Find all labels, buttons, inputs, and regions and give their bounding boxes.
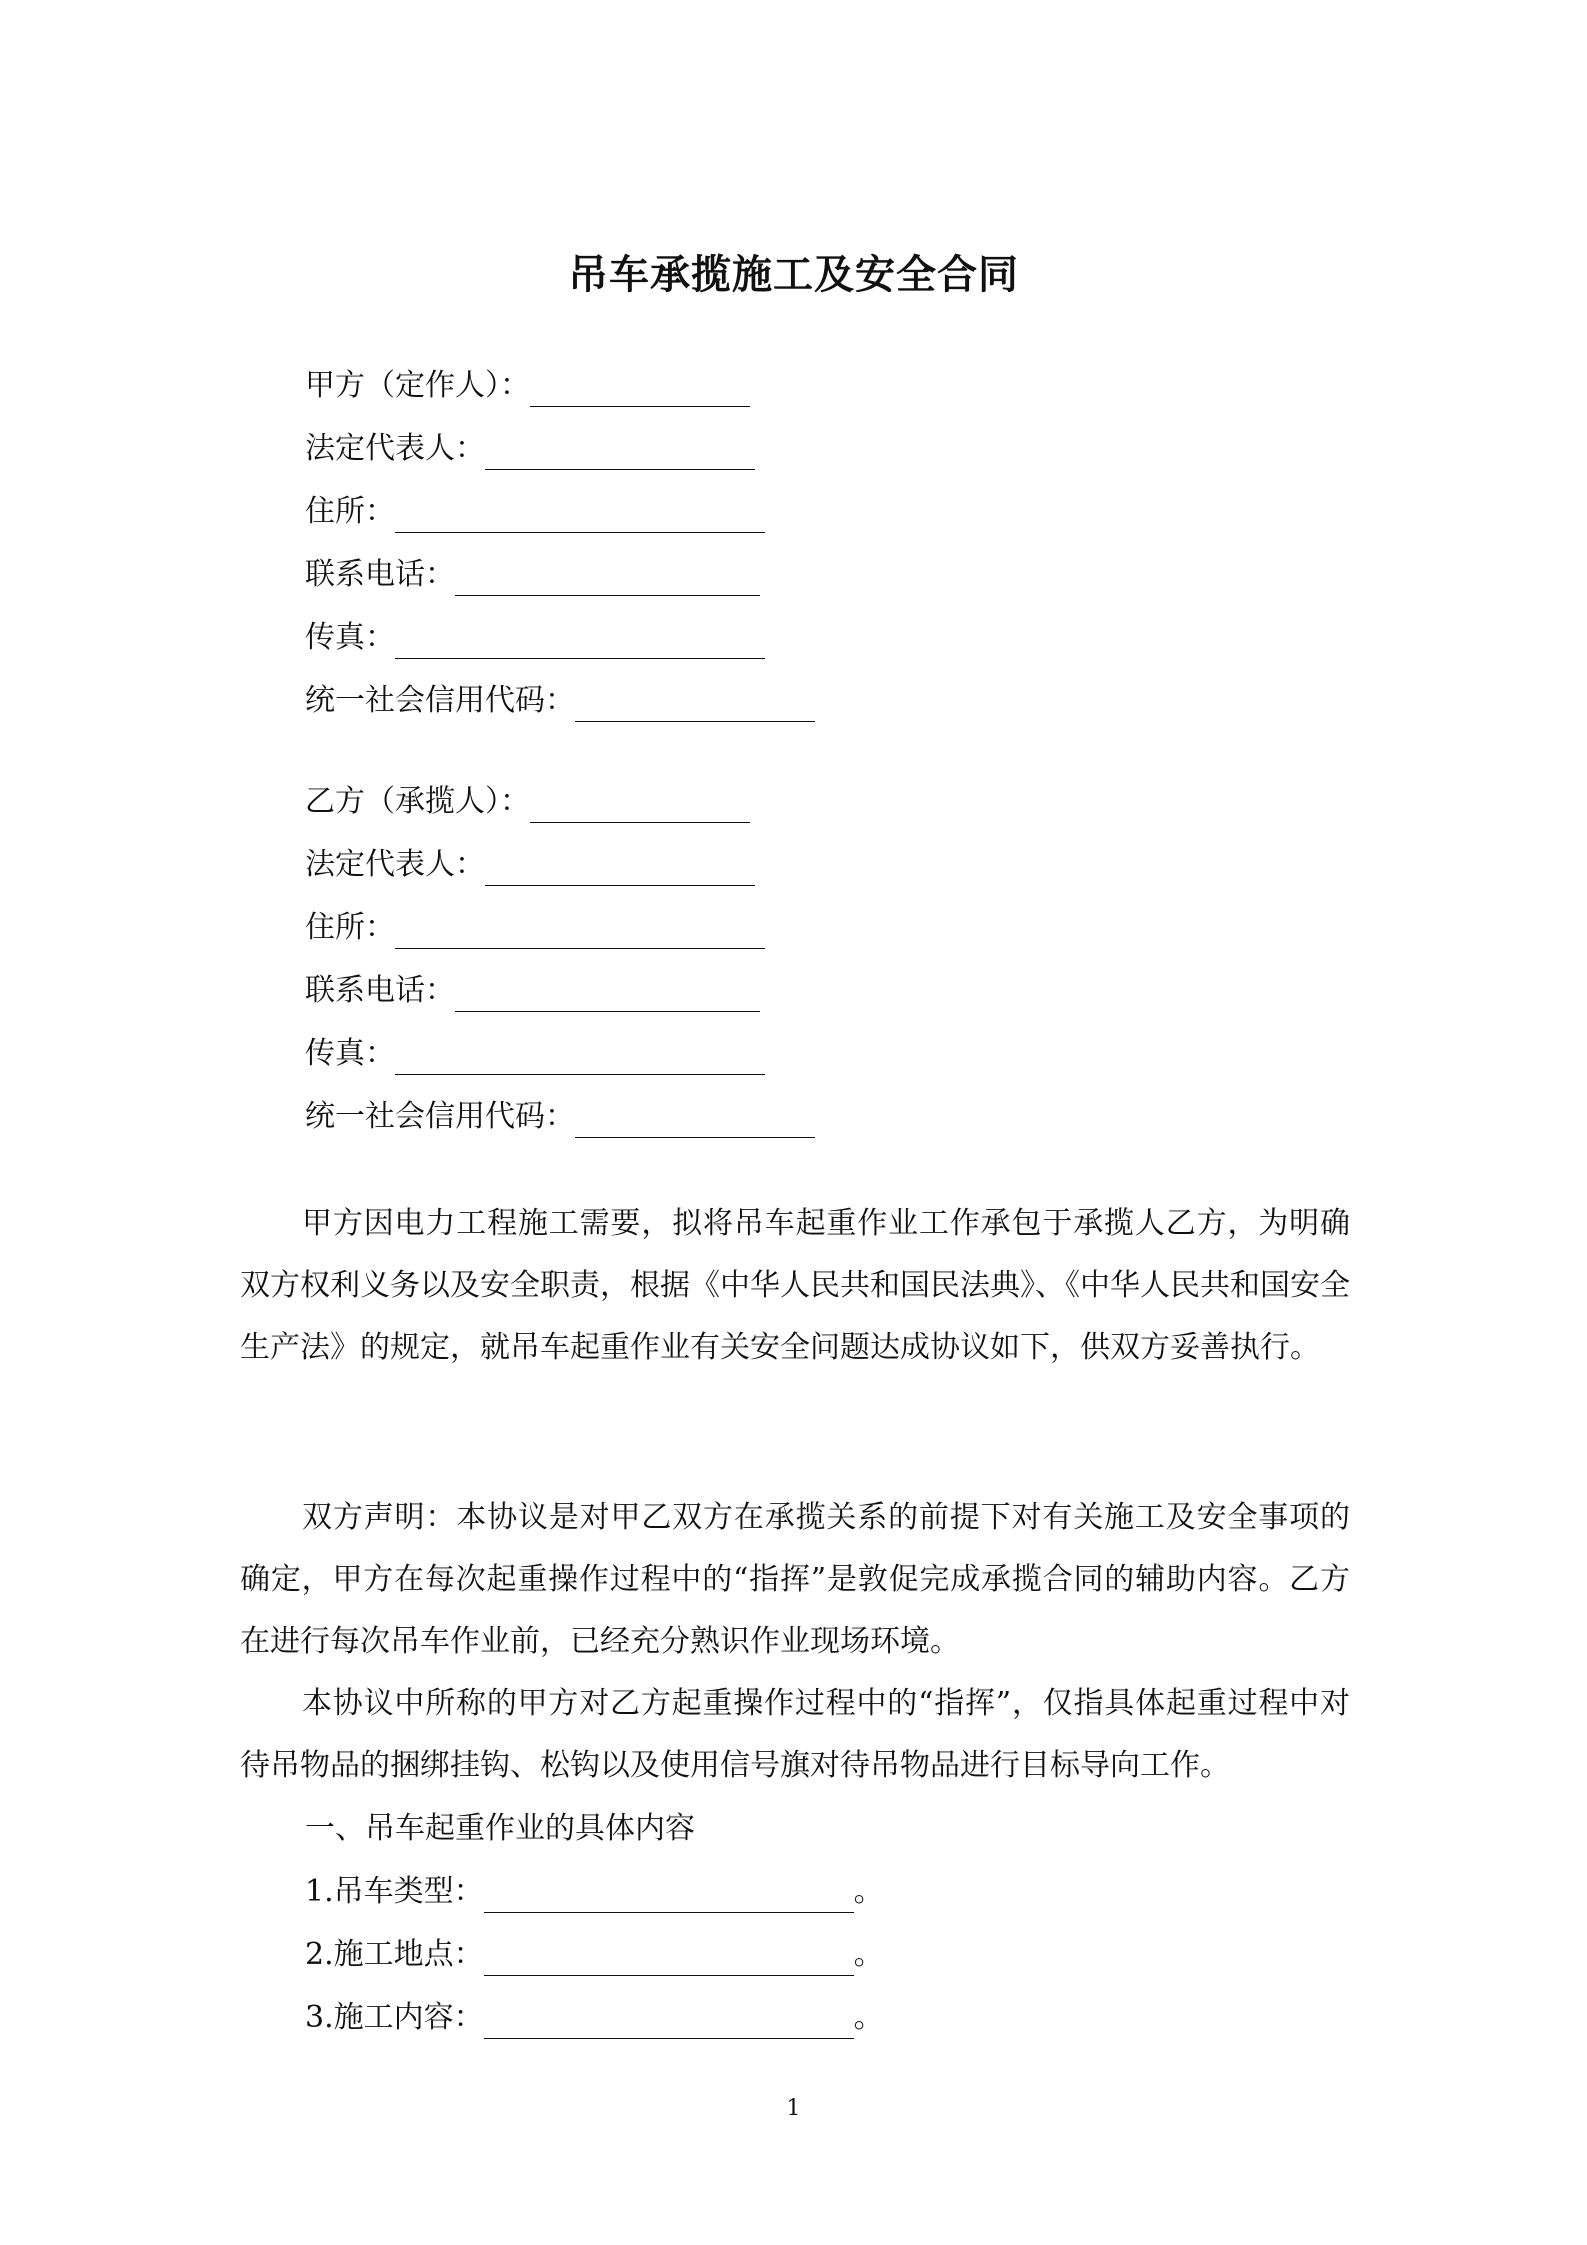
party-a-fax-field [305, 617, 765, 659]
field-label: 联系电话： [305, 557, 455, 592]
command-definition-paragraph: 本协议中所称的甲方对乙方起重操作过程中的“指挥”，仅指具体起重过程中对待吊物品的捆绑挂钩、松钩以及使用信号旗对待吊物品进行目标导向工作。 [240, 1686, 1350, 1783]
fill-in-blank[interactable] [530, 788, 750, 823]
item-end: 。 [853, 2000, 884, 2035]
field-label: 法定代表人： [305, 431, 485, 466]
fill-in-blank[interactable] [395, 498, 765, 533]
field-label: 联系电话： [305, 973, 455, 1008]
party-b-name-field [305, 781, 750, 823]
fill-in-blank[interactable] [485, 851, 755, 886]
fill-in-blank[interactable] [395, 1040, 765, 1075]
declaration-paragraph: 双方声明：本协议是对甲乙双方在承揽关系的前提下对有关施工及安全事项的确定，甲方在每次起重操作过程中的“指挥”是敦促完成承揽合同的辅助内容。乙方在进行每次吊车作业前，已经充分熟识作业现场环境。 [240, 1500, 1350, 1659]
crane-type-field [305, 1871, 884, 1913]
party-b-address-field [305, 907, 765, 949]
field-label: 传真： [305, 1036, 395, 1071]
party-b-phone-field [305, 970, 760, 1012]
field-label: 甲方（定作人）： [305, 368, 530, 403]
item-end: 。 [853, 1937, 884, 1972]
field-label: 乙方（承揽人）： [305, 784, 530, 819]
field-label: 法定代表人： [305, 847, 485, 882]
fill-in-blank[interactable] [575, 687, 815, 722]
item-label: 1.吊车类型： [305, 1874, 484, 1909]
party-a-address-field [305, 491, 765, 533]
fill-in-blank[interactable] [485, 435, 755, 470]
item-label: 3.施工内容： [305, 2000, 484, 2035]
site-location-field [305, 1934, 884, 1976]
field-label: 统一社会信用代码： [305, 1099, 575, 1134]
party-a-representative-field [305, 428, 755, 470]
party-a-phone-field [305, 554, 760, 596]
section-heading: 一、吊车起重作业的具体内容 [305, 1811, 695, 1846]
work-content-field [305, 1997, 884, 2039]
item-label: 2.施工地点： [305, 1937, 484, 1972]
fill-in-blank[interactable] [484, 1878, 854, 1913]
party-a-credit-code-field [305, 680, 815, 722]
fill-in-blank[interactable] [484, 2004, 854, 2039]
field-label: 统一社会信用代码： [305, 683, 575, 718]
party-a-name-field [305, 365, 750, 407]
fill-in-blank[interactable] [484, 1941, 854, 1976]
fill-in-blank[interactable] [455, 977, 760, 1012]
item-end: 。 [853, 1874, 884, 1909]
party-b-representative-field [305, 844, 755, 886]
party-b-fax-field [305, 1033, 765, 1075]
party-b-credit-code-field [305, 1096, 815, 1138]
preamble-paragraph: 甲方因电力工程施工需要，拟将吊车起重作业工作承包于承揽人乙方，为明确双方权利义务以及安全职责，根据《中华人民共和国民法典》、《中华人民共和国安全生产法》的规定，就吊车起重作业有关安全问题达成协议如下，供双方妥善执行。 [240, 1206, 1350, 1365]
fill-in-blank[interactable] [530, 372, 750, 407]
field-label: 住所： [305, 910, 395, 945]
field-label: 传真： [305, 620, 395, 655]
fill-in-blank[interactable] [455, 561, 760, 596]
field-label: 住所： [305, 494, 395, 529]
page-number: 1 [786, 2096, 801, 2121]
fill-in-blank[interactable] [395, 914, 765, 949]
document-title: 吊车承揽施工及安全合同 [568, 251, 1019, 298]
fill-in-blank[interactable] [395, 624, 765, 659]
fill-in-blank[interactable] [575, 1103, 815, 1138]
